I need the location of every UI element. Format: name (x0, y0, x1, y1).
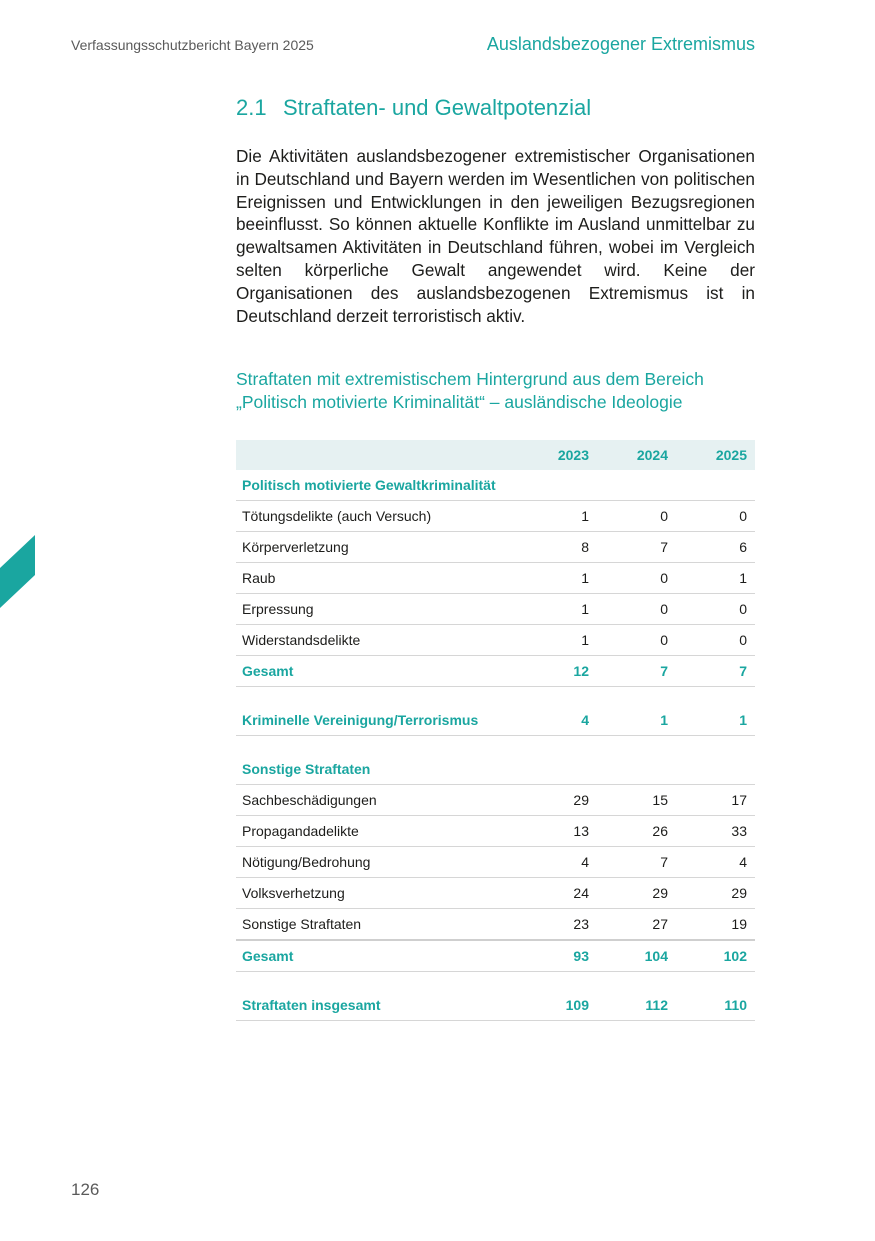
intro-paragraph: Die Aktivitäten auslandsbezogener extremistischer Organisationen in Deutschland und Bayern werden im Wesentlichen von politischen Ereignissen und Entwicklungen in den jeweiligen Bezugsregionen beeinflusst. So können aktuelle Konflikte im Ausland unmittelbar zu gewaltsamen Aktivitäten in Deutschland führen, wobei im Vergleich selten körperliche Gewalt angewendet wird. Keine der Organisationen des auslandsbezogenen Extremismus ist in Deutschland derzeit terroristisch aktiv. (236, 146, 755, 326)
total-value: 102 (676, 940, 755, 972)
group-heading-row (236, 470, 755, 501)
cell-value: 29 (597, 878, 676, 909)
table-row (236, 816, 755, 847)
cell-value: 4 (676, 847, 755, 878)
cell-value: 6 (676, 532, 755, 563)
row-label: Erpressung (236, 594, 518, 625)
row-label: Körperverletzung (236, 532, 518, 563)
total-value: 7 (597, 656, 676, 687)
row-label: Sachbeschädigungen (236, 785, 518, 816)
header-empty-cell (236, 440, 518, 470)
cell-value: 33 (676, 816, 755, 847)
section-number: 2.1 (236, 95, 267, 120)
cell-value: 0 (597, 594, 676, 625)
cell-value: 1 (518, 563, 597, 594)
row-label: Raub (236, 563, 518, 594)
crime-statistics-table (236, 440, 755, 1021)
spacer-row (236, 687, 755, 706)
row-label: Volksverhetzung (236, 878, 518, 909)
cell-value: 1 (676, 563, 755, 594)
cell-value: 7 (597, 847, 676, 878)
total-row (236, 705, 755, 736)
table-row (236, 532, 755, 563)
page-number: 126 (71, 1180, 100, 1199)
year-header: 2025 (676, 440, 755, 470)
cell-value: 7 (597, 532, 676, 563)
table-row (236, 563, 755, 594)
total-value: 1 (676, 705, 755, 736)
table-row (236, 785, 755, 816)
table-row (236, 909, 755, 941)
cell-value: 0 (597, 501, 676, 532)
cell-value: 0 (676, 625, 755, 656)
cell-value: 29 (518, 785, 597, 816)
row-label: Nötigung/Bedrohung (236, 847, 518, 878)
section-title-text: Straftaten- und Gewaltpotenzial (283, 95, 592, 120)
table-row (236, 594, 755, 625)
grand-total-label: Straftaten insgesamt (236, 990, 518, 1021)
cell-value: 0 (597, 563, 676, 594)
table-row (236, 847, 755, 878)
year-header: 2023 (518, 440, 597, 470)
cell-value: 4 (518, 847, 597, 878)
cell-value: 0 (676, 594, 755, 625)
cell-value: 0 (597, 625, 676, 656)
total-value: 4 (518, 705, 597, 736)
cell-value: 19 (676, 909, 755, 941)
spacer-row (236, 972, 755, 991)
cell-value: 1 (518, 501, 597, 532)
total-row (236, 656, 755, 687)
cell-value: 13 (518, 816, 597, 847)
total-row (236, 940, 755, 972)
total-value: 104 (597, 940, 676, 972)
cell-value: 17 (676, 785, 755, 816)
year-header: 2024 (597, 440, 676, 470)
cell-value: 24 (518, 878, 597, 909)
group-heading: Politisch motivierte Gewaltkriminalität (236, 470, 518, 501)
running-header-left: Verfassungsschutzbericht Bayern 2025 (71, 37, 314, 53)
cell-value: 1 (518, 625, 597, 656)
row-label: Tötungsdelikte (auch Versuch) (236, 501, 518, 532)
total-value: 93 (518, 940, 597, 972)
cell-value: 27 (597, 909, 676, 941)
table-row (236, 625, 755, 656)
table-row (236, 878, 755, 909)
cell-value: 23 (518, 909, 597, 941)
grand-total-value: 109 (518, 990, 597, 1021)
spacer-row (236, 736, 755, 755)
cell-value: 8 (518, 532, 597, 563)
row-label: Widerstandsdelikte (236, 625, 518, 656)
table-title: Straftaten mit extremistischem Hintergrund aus dem Bereich „Politisch motivierte Kriminalität“ – ausländische Ideologie (236, 369, 704, 412)
total-label: Kriminelle Vereinigung/Terrorismus (236, 705, 518, 736)
total-label: Gesamt (236, 656, 518, 687)
cell-value: 15 (597, 785, 676, 816)
row-label: Sonstige Straftaten (236, 909, 518, 941)
grand-total-row (236, 990, 755, 1021)
total-label: Gesamt (236, 940, 518, 972)
total-value: 1 (597, 705, 676, 736)
grand-total-value: 112 (597, 990, 676, 1021)
section-title (236, 95, 591, 121)
total-value: 7 (676, 656, 755, 687)
cell-value: 29 (676, 878, 755, 909)
group-heading-row (236, 754, 755, 785)
running-header-right: Auslandsbezogener Extremismus (486, 34, 755, 54)
chapter-marker-tab (0, 535, 35, 608)
group-heading: Sonstige Straftaten (236, 754, 518, 785)
table-row (236, 501, 755, 532)
total-value: 12 (518, 656, 597, 687)
table-header-row (236, 440, 755, 470)
grand-total-value: 110 (676, 990, 755, 1021)
cell-value: 26 (597, 816, 676, 847)
row-label: Propagandadelikte (236, 816, 518, 847)
cell-value: 1 (518, 594, 597, 625)
cell-value: 0 (676, 501, 755, 532)
